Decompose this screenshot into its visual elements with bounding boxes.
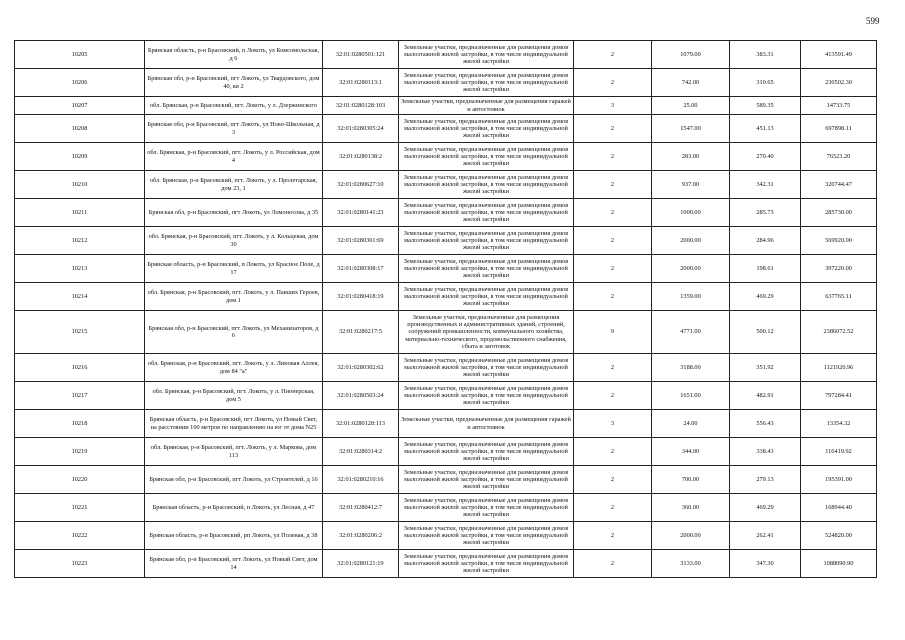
address-cell: Брянская обл, р-н Брасовский, пгт Локоть, ул Ломоносова, д 35 [145, 199, 323, 227]
record-id-cell: 10208 [15, 115, 145, 143]
specific-value-cell: 451.13 [730, 115, 801, 143]
table-row [15, 466, 877, 494]
record-id-cell: 10211 [15, 199, 145, 227]
specific-value-cell: 351.92 [730, 354, 801, 382]
specific-value-cell: 556.43 [730, 410, 801, 438]
specific-value-cell: 589.35 [730, 97, 801, 115]
cadastral-value-cell: 13354.32 [801, 410, 877, 438]
record-id-cell: 10223 [15, 550, 145, 578]
cadastral-number-cell: 32:01:0280301:69 [323, 227, 399, 255]
table-row [15, 227, 877, 255]
area-cell: 937.00 [652, 171, 730, 199]
cadastral-value-cell: 168944.40 [801, 494, 877, 522]
specific-value-cell: 198.61 [730, 255, 801, 283]
area-cell: 1547.00 [652, 115, 730, 143]
table-row [15, 494, 877, 522]
cadastral-value-cell: 637765.11 [801, 283, 877, 311]
specific-value-cell: 285.73 [730, 199, 801, 227]
cadastral-number-cell: 32:01:0280217:5 [323, 311, 399, 354]
land-purpose-cell: Земельные участки, предназначенные для размещения домов малоэтажной жилой застройки, в том числе индивидуальной жилой застройки [399, 171, 574, 199]
area-cell: 3133.00 [652, 550, 730, 578]
cadastral-value-cell: 569920.00 [801, 227, 877, 255]
area-cell: 1651.00 [652, 382, 730, 410]
table-row [15, 171, 877, 199]
cadastral-number-cell: 32:01:0280412:7 [323, 494, 399, 522]
specific-value-cell: 469.29 [730, 283, 801, 311]
address-cell: Брянская обл, р-н Брасовский, пгт Локоть, ул Ново-Школьная, д 3 [145, 115, 323, 143]
cadastral-number-cell: 32:01:0280503:24 [323, 382, 399, 410]
specific-value-cell: 270.40 [730, 143, 801, 171]
address-cell: Брянская обл, р-н Брасовский, пгт Локоть, ул Строителей, д 16 [145, 466, 323, 494]
cadastral-number-cell: 32:01:0280305:24 [323, 115, 399, 143]
table-row [15, 438, 877, 466]
cadastral-number-cell: 32:01:0280302:62 [323, 354, 399, 382]
address-cell: обл. Брянская, р-н Брасовский, пгт. Локоть, у л. Липовая Аллея, дом 84 "а" [145, 354, 323, 382]
address-cell: обл. Брянская, р-н Брасовский, пгт. Локоть, у л. Кольцевая, дом 30 [145, 227, 323, 255]
purpose-group-cell: 2 [574, 354, 652, 382]
record-id-cell: 10222 [15, 522, 145, 550]
cadastral-number-cell: 32:01:0280501:121 [323, 41, 399, 69]
table-row [15, 382, 877, 410]
table-row [15, 283, 877, 311]
cadastral-value-cell: 14733.75 [801, 97, 877, 115]
record-id-cell: 10207 [15, 97, 145, 115]
address-cell: обл. Брянская, р-н Брасовский, пгт. Локоть, у л. Российская, дом 4 [145, 143, 323, 171]
record-id-cell: 10212 [15, 227, 145, 255]
land-purpose-cell: Земельные участки, предназначенные для размещения домов малоэтажной жилой застройки, в том числе индивидуальной жилой застройки [399, 115, 574, 143]
address-cell: Брянская область, р-н Брасовский, п Локоть, ул Комсомольская, д 6 [145, 41, 323, 69]
purpose-group-cell: 2 [574, 69, 652, 97]
area-cell: 283.00 [652, 143, 730, 171]
record-id-cell: 10213 [15, 255, 145, 283]
land-purpose-cell: Земельные участки, предназначенные для размещения домов малоэтажной жилой застройки, в том числе индивидуальной жилой застройки [399, 69, 574, 97]
address-cell: обл. Брянская, р-н Брасовский, пгт. Локоть, у л. Пионерская, дом 5 [145, 382, 323, 410]
land-purpose-cell: Земельные участки, предназначенные для размещения домов малоэтажной жилой застройки, в том числе индивидуальной жилой застройки [399, 283, 574, 311]
land-purpose-cell: Земельные участки, предназначенные для размещения производственных и административных зданий, строений, сооружений промышленности, коммунального хозяйства, материально-технического, продовольственного снабжения, сбыта и заготовок [399, 311, 574, 354]
area-cell: 24.00 [652, 410, 730, 438]
record-id-cell: 10220 [15, 466, 145, 494]
cadastral-number-cell: 32:01:0280314:2 [323, 438, 399, 466]
cadastral-value-cell: 1121920.96 [801, 354, 877, 382]
purpose-group-cell: 3 [574, 97, 652, 115]
purpose-group-cell: 2 [574, 550, 652, 578]
cadastral-value-cell: 195391.00 [801, 466, 877, 494]
table-row [15, 199, 877, 227]
purpose-group-cell: 2 [574, 255, 652, 283]
record-id-cell: 10218 [15, 410, 145, 438]
table-body [15, 41, 877, 578]
table-row [15, 311, 877, 354]
area-cell: 2000.00 [652, 522, 730, 550]
land-purpose-cell: Земельные участки, предназначенные для размещения домов малоэтажной жилой застройки, в том числе индивидуальной жилой застройки [399, 41, 574, 69]
cadastral-number-cell: 32:01:0280141:23 [323, 199, 399, 227]
purpose-group-cell: 9 [574, 311, 652, 354]
cadastral-number-cell: 32:01:0280627:10 [323, 171, 399, 199]
land-register-table [14, 40, 877, 578]
cadastral-number-cell: 32:01:0280128:103 [323, 97, 399, 115]
cadastral-value-cell: 797284.41 [801, 382, 877, 410]
cadastral-value-cell: 320744.47 [801, 171, 877, 199]
record-id-cell: 10209 [15, 143, 145, 171]
specific-value-cell: 279.13 [730, 466, 801, 494]
cadastral-number-cell: 32:01:0280128:113 [323, 410, 399, 438]
land-purpose-cell: Земельные участки, предназначенные для размещения гаражей и автостоянок [399, 410, 574, 438]
table-row [15, 41, 877, 69]
land-purpose-cell: Земельные участки, предназначенные для размещения домов малоэтажной жилой застройки, в том числе индивидуальной жилой застройки [399, 199, 574, 227]
specific-value-cell: 342.31 [730, 171, 801, 199]
address-cell: Брянская обл, р-н Брасовский, пгт Локоть, ул Твардовского, дом 40, кв 2 [145, 69, 323, 97]
cadastral-number-cell: 32:01:0280210:16 [323, 466, 399, 494]
specific-value-cell: 500.12 [730, 311, 801, 354]
purpose-group-cell: 2 [574, 494, 652, 522]
land-purpose-cell: Земельные участки, предназначенные для размещения гаражей и автостоянок [399, 97, 574, 115]
area-cell: 1000.00 [652, 199, 730, 227]
cadastral-number-cell: 32:01:0280418:19 [323, 283, 399, 311]
address-cell: обл. Брянская, р-н Брасовский, пгт. Локоть, у л. Павших Героев, дом 1 [145, 283, 323, 311]
cadastral-value-cell: 285730.00 [801, 199, 877, 227]
area-cell: 2000.00 [652, 255, 730, 283]
table-row [15, 255, 877, 283]
specific-value-cell: 383.31 [730, 41, 801, 69]
table-row [15, 143, 877, 171]
cadastral-number-cell: 32:01:0280308:17 [323, 255, 399, 283]
purpose-group-cell: 2 [574, 143, 652, 171]
land-purpose-cell: Земельные участки, предназначенные для размещения домов малоэтажной жилой застройки, в том числе индивидуальной жилой застройки [399, 143, 574, 171]
purpose-group-cell: 2 [574, 171, 652, 199]
land-purpose-cell: Земельные участки, предназначенные для размещения домов малоэтажной жилой застройки, в том числе индивидуальной жилой застройки [399, 494, 574, 522]
address-cell: Брянская область, р-н Брасовский, пгт Локоть, ул Новый Свет, на расстоянии 100 метров по направлению на юг от дома N25 [145, 410, 323, 438]
land-purpose-cell: Земельные участки, предназначенные для размещения домов малоэтажной жилой застройки, в том числе индивидуальной жилой застройки [399, 255, 574, 283]
address-cell: обл. Брянская, р-н Брасовский, пгт. Локоть, у л. Дзержинского [145, 97, 323, 115]
cadastral-value-cell: 116419.92 [801, 438, 877, 466]
purpose-group-cell: 2 [574, 438, 652, 466]
cadastral-number-cell: 32:01:0280121:19 [323, 550, 399, 578]
area-cell: 742.00 [652, 69, 730, 97]
land-purpose-cell: Земельные участки, предназначенные для размещения домов малоэтажной жилой застройки, в том числе индивидуальной жилой застройки [399, 227, 574, 255]
land-purpose-cell: Земельные участки, предназначенные для размещения домов малоэтажной жилой застройки, в том числе индивидуальной жилой застройки [399, 550, 574, 578]
address-cell: обл. Брянская, р-н Брасовский, пгт. Локоть, у л. Пролетарская, дом 23, 1 [145, 171, 323, 199]
land-purpose-cell: Земельные участки, предназначенные для размещения домов малоэтажной жилой застройки, в том числе индивидуальной жилой застройки [399, 438, 574, 466]
purpose-group-cell: 2 [574, 227, 652, 255]
record-id-cell: 10206 [15, 69, 145, 97]
cadastral-value-cell: 697898.11 [801, 115, 877, 143]
cadastral-number-cell: 32:01:0280113:1 [323, 69, 399, 97]
purpose-group-cell: 2 [574, 41, 652, 69]
specific-value-cell: 482.91 [730, 382, 801, 410]
table-row [15, 97, 877, 115]
purpose-group-cell: 2 [574, 522, 652, 550]
specific-value-cell: 338.43 [730, 438, 801, 466]
specific-value-cell: 310.65 [730, 69, 801, 97]
purpose-group-cell: 3 [574, 410, 652, 438]
record-id-cell: 10210 [15, 171, 145, 199]
record-id-cell: 10214 [15, 283, 145, 311]
cadastral-value-cell: 1088090.90 [801, 550, 877, 578]
address-cell: обл. Брянская, р-н Брасовский, пгт. Локоть, у л. Маркова, дом 113 [145, 438, 323, 466]
table-row [15, 410, 877, 438]
specific-value-cell: 347.30 [730, 550, 801, 578]
table-row [15, 522, 877, 550]
record-id-cell: 10219 [15, 438, 145, 466]
area-cell: 1359.00 [652, 283, 730, 311]
land-purpose-cell: Земельные участки, предназначенные для размещения домов малоэтажной жилой застройки, в том числе индивидуальной жилой застройки [399, 522, 574, 550]
table-row [15, 69, 877, 97]
cadastral-number-cell: 32:01:0280206:2 [323, 522, 399, 550]
record-id-cell: 10217 [15, 382, 145, 410]
purpose-group-cell: 2 [574, 115, 652, 143]
specific-value-cell: 262.41 [730, 522, 801, 550]
area-cell: 700.00 [652, 466, 730, 494]
address-cell: Брянская область, р-н Брасовский, рп Локоть, ул Полевая, д 38 [145, 522, 323, 550]
address-cell: Брянская обл, р-н Брасовский, пгт Локоть, ул Новый Свет, дом 14 [145, 550, 323, 578]
record-id-cell: 10216 [15, 354, 145, 382]
cadastral-value-cell: 76523.20 [801, 143, 877, 171]
address-cell: Брянская область, р-н Брасовский, п Локоть, ул Красное Поле, д 17 [145, 255, 323, 283]
area-cell: 3188.00 [652, 354, 730, 382]
table-row [15, 354, 877, 382]
table-row [15, 115, 877, 143]
area-cell: 360.00 [652, 494, 730, 522]
purpose-group-cell: 2 [574, 382, 652, 410]
record-id-cell: 10205 [15, 41, 145, 69]
cadastral-value-cell: 397220.00 [801, 255, 877, 283]
cadastral-number-cell: 32:01:0280138:2 [323, 143, 399, 171]
area-cell: 25.00 [652, 97, 730, 115]
purpose-group-cell: 2 [574, 466, 652, 494]
land-purpose-cell: Земельные участки, предназначенные для размещения домов малоэтажной жилой застройки, в том числе индивидуальной жилой застройки [399, 466, 574, 494]
record-id-cell: 10215 [15, 311, 145, 354]
cadastral-value-cell: 2386072.52 [801, 311, 877, 354]
cadastral-value-cell: 413591.49 [801, 41, 877, 69]
area-cell: 344.00 [652, 438, 730, 466]
area-cell: 1079.00 [652, 41, 730, 69]
table-row [15, 550, 877, 578]
purpose-group-cell: 2 [574, 283, 652, 311]
address-cell: Брянская область, р-н Брасовский, п Локоть, ул Лесная, д 47 [145, 494, 323, 522]
address-cell: Брянская обл, р-н Брасовский, пгт Локоть, ул Механизаторов, д 6 [145, 311, 323, 354]
page-number: 599 [866, 16, 880, 26]
land-purpose-cell: Земельные участки, предназначенные для размещения домов малоэтажной жилой застройки, в том числе индивидуальной жилой застройки [399, 354, 574, 382]
specific-value-cell: 469.29 [730, 494, 801, 522]
specific-value-cell: 284.96 [730, 227, 801, 255]
cadastral-value-cell: 524820.00 [801, 522, 877, 550]
land-purpose-cell: Земельные участки, предназначенные для размещения домов малоэтажной жилой застройки, в том числе индивидуальной жилой застройки [399, 382, 574, 410]
area-cell: 2000.00 [652, 227, 730, 255]
area-cell: 4771.00 [652, 311, 730, 354]
cadastral-value-cell: 230502.30 [801, 69, 877, 97]
record-id-cell: 10221 [15, 494, 145, 522]
purpose-group-cell: 2 [574, 199, 652, 227]
